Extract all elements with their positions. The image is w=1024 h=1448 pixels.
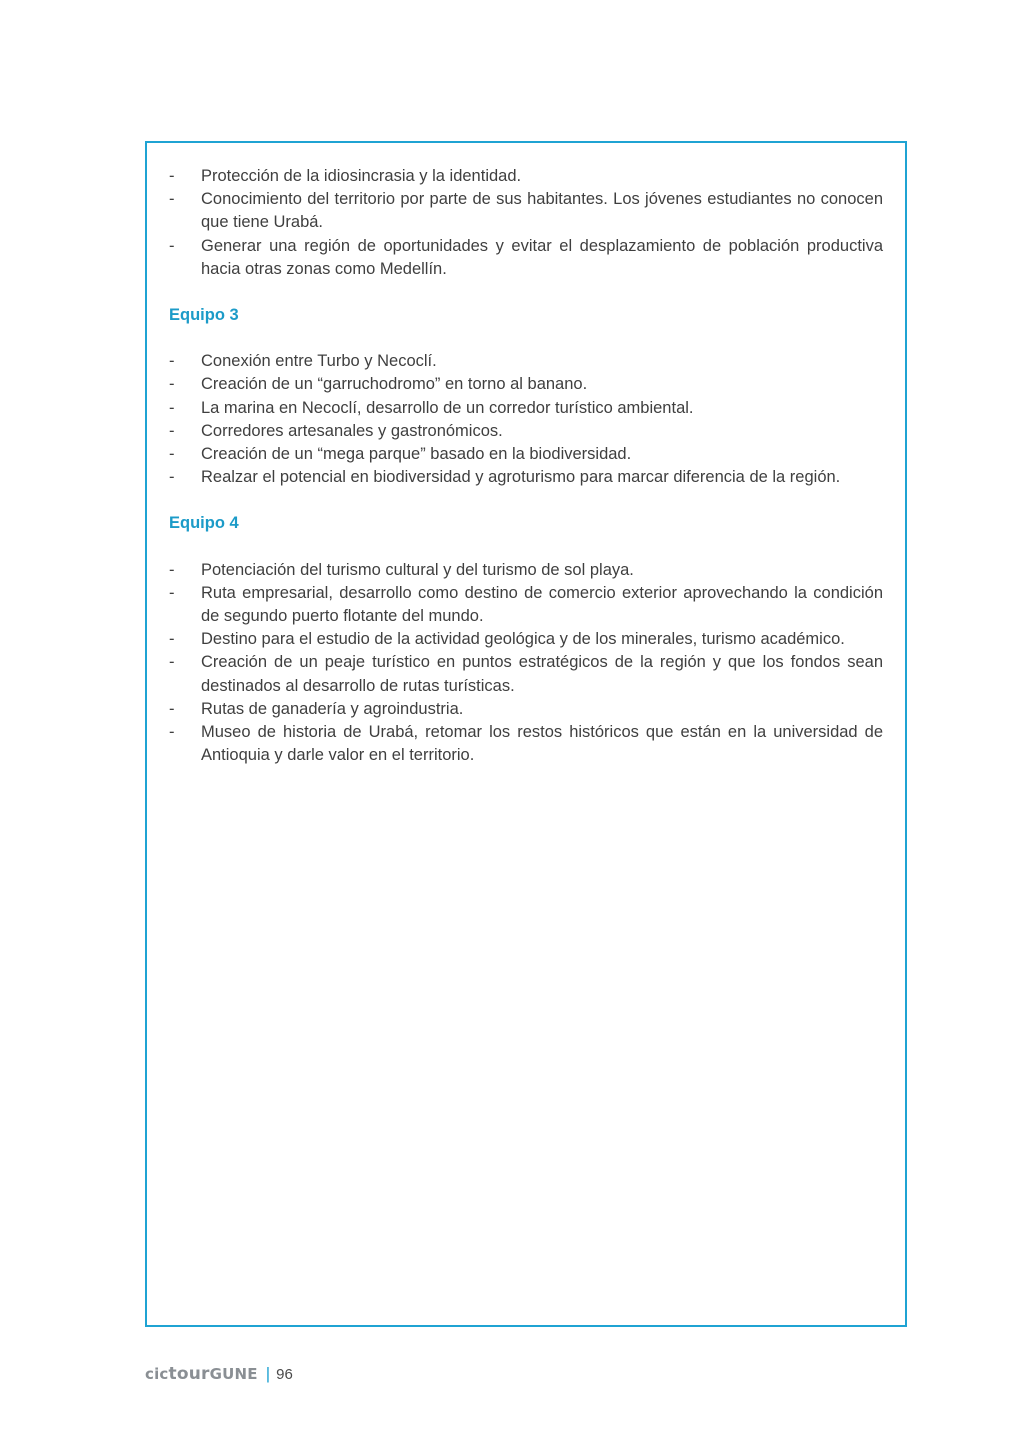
dash-marker: - [169,468,175,487]
dash-marker: - [169,352,175,371]
dash-marker: - [169,560,175,579]
dash-marker: - [169,190,175,209]
list-item: - Museo de historia de Urabá, retomar los restos históricos que están en la universidad de Antioquia y darle valor en el territorio. [169,723,883,765]
dash-marker: - [169,699,175,718]
equipo-4-list [169,559,883,768]
intro-list [169,165,883,281]
list-item: - Realzar el potencial en biodiversidad y agroturismo para marcar diferencia de la región. [169,466,883,489]
page-number: 96 [276,1365,293,1383]
list-item: - Creación de un “garruchodromo” en torno al banano. [169,373,883,396]
dash-marker: - [169,167,175,185]
dash-marker: - [169,398,175,417]
list-item: - Corredores artesanales y gastronómicos. [169,420,883,443]
section-title-equipo-4: Equipo 4 [169,514,239,533]
dash-marker: - [169,653,175,672]
cictourgune-logo: cictourGUNE [145,1364,258,1384]
list-item: - La marina en Necoclí, desarrollo de un corredor turístico ambiental. [169,397,883,420]
list-item: - Destino para el estudio de la actividad geológica y de los minerales, turismo académico. [169,628,883,651]
section-title-equipo-3: Equipo 3 [169,306,239,325]
list-item: - Ruta empresarial, desarrollo como destino de comercio exterior aprovechando la condición de segundo puerto flotante del mundo. [169,583,883,626]
list-item: - Conocimiento del territorio por parte de sus habitantes. Los jóvenes estudiantes no conocen que tiene Urabá. [169,190,883,232]
list-item: - Conexión entre Turbo y Necoclí. [169,350,883,373]
document-body [169,165,883,767]
dash-marker: - [169,421,175,440]
dash-marker: - [169,236,175,255]
dash-marker: - [169,630,175,649]
dash-marker: - [169,445,175,464]
dash-marker: - [169,723,175,742]
footer-separator: | [265,1364,271,1383]
dash-marker: - [169,375,175,394]
equipo-3-list [169,350,883,489]
list-item: - Rutas de ganadería y agroindustria. [169,698,883,721]
list-item: - Generar una región de oportunidades y evitar el desplazamiento de población productiva hacia otras zonas como Medellín. [169,236,883,278]
page-footer [145,1362,293,1386]
list-item: - Creación de un “mega parque” basado en la biodiversidad. [169,443,883,466]
list-item: - Protección de la idiosincrasia y la identidad. [169,165,883,188]
list-item: - Creación de un peaje turístico en puntos estratégicos de la región y que los fondos sean destinados al desarrollo de rutas turísticas. [169,653,883,695]
list-item: - Potenciación del turismo cultural y del turismo de sol playa. [169,559,883,582]
dash-marker: - [169,583,175,602]
